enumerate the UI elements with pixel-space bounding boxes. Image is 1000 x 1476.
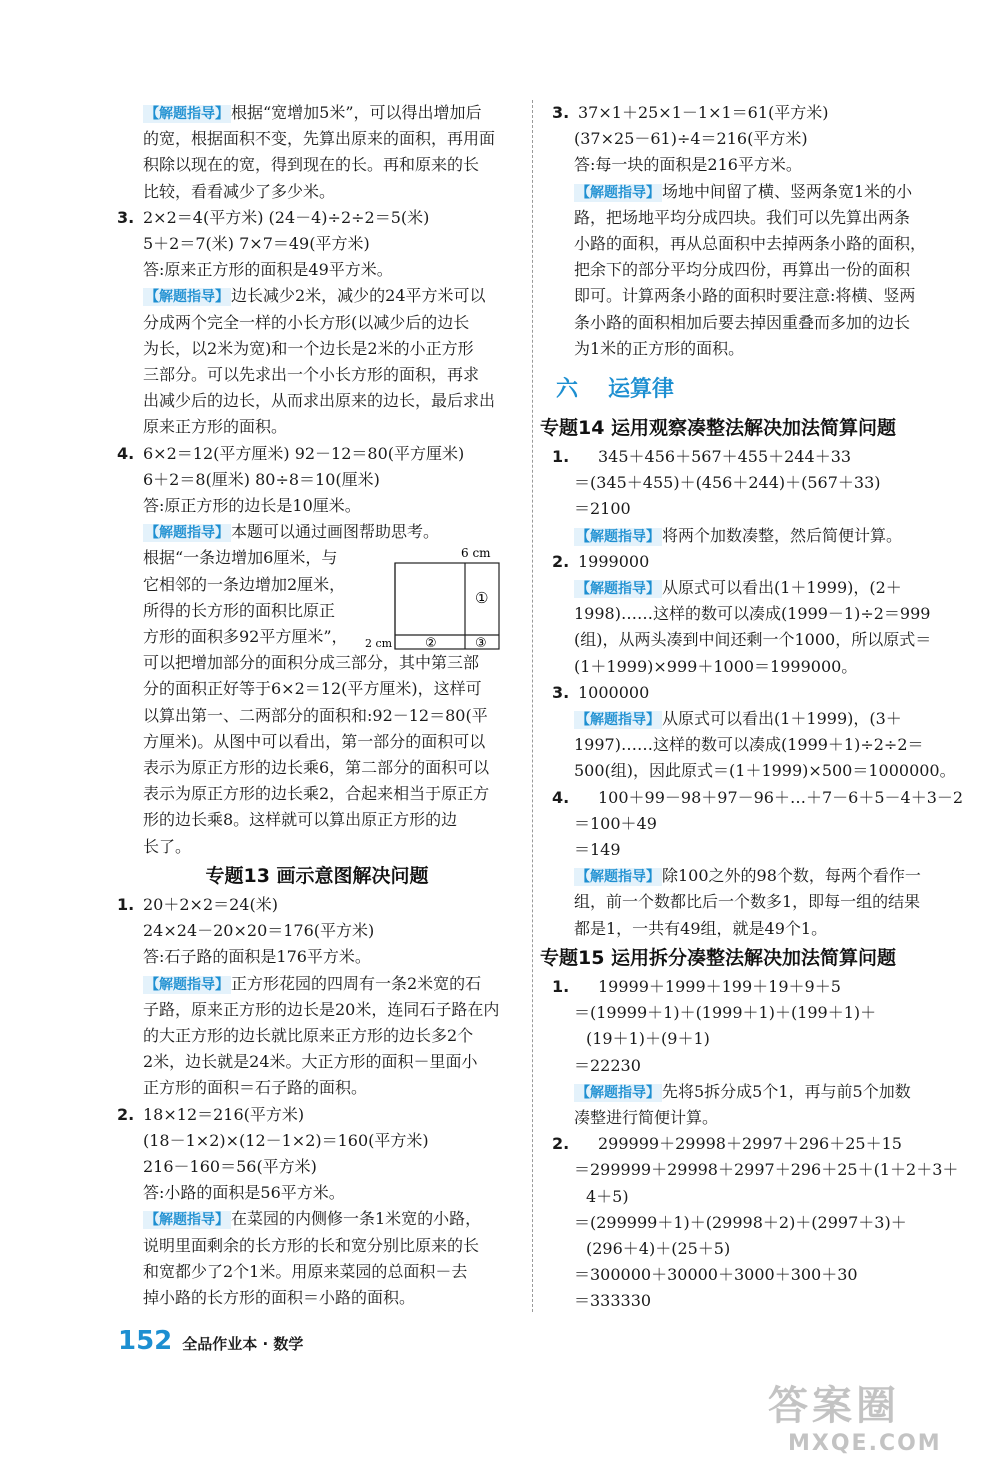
right-column: 3. 37×1＋25×1－1×1＝61(平方米) (37×25－61)÷4＝216(平方米) 答:每一块的面积是216平方米。 【解题指导】 场地中间留了横、竖两条宽1米的小 路，把场地平均分成四块。我们可以先算出两条 小路的面积，再从总面积中去掉两条小路的面积， 把余下的部分平均分成四份，再算出一份的面积 即可。计算两条小路的面积时要注意:将横、竖两 条小路的面积相加后要去掉因重叠而多加的边长 为1米的正方形的面积。 六 运算律 专题14 运用观察凑整法解决加法简算问题 1. 345＋456＋567＋455＋244＋33 ＝(345＋455)＋(456＋244)＋(567＋33) ＝2100 【解题指导】 将两个加数凑整，然后简便计算。 2. 1999000 【解题指导】 从原式可以看出(1＋1999)，(2＋ 1998)……这样的数可以凑成(1999－1)÷2＝999 (组)，从两头凑到中间还剩一个1000，所以原式＝ (1＋1999)×999＋1000＝1999000。 3. 1000000 【解题指导】 从原式可以看出(1＋1999)，(3＋ 1997)……这样的数可以凑成(1999＋1)÷2÷2＝ 500(组)，因此原式＝(1＋1999)×500＝1000000。 4. 100＋99－98＋97－96＋…＋7－6＋5－4＋3－2 ＝100＋49 ＝149 【解题指导】 除100之外的98个数，每两个看作一 组，前一个数都比后一个数多1，即每一组的结果 都是1，一共有49组，就是49个1。 专题15 运用拆分凑整法解决加法简算问题 1. 19999＋1999＋199＋19＋9＋5 ＝(19999＋1)＋(1999＋1)＋(199＋1)＋ (19＋1)＋(9＋1) ＝22230 【解题指导】 先将5拆分成5个1，再与前5个加数 凑整进行简便计算。 2. 299999＋29998＋2997＋296＋25＋15 ＝299999＋29998＋2997＋296＋25＋(1＋2＋3＋ 4＋5) ＝(299999＋1)＋(29998＋2)＋(2997＋3)＋ (296＋4)＋(25＋5) ＝300000＋30000＋3000＋300＋30 ＝333330 — [540, 100, 940, 1315]
problem-3: 3. 2×2＝4(平方米) (24－4)÷2÷2＝5(米) — [117, 207, 430, 227]
t13-problem-2: 2. 18×12＝216(平方米) — [117, 1104, 305, 1124]
region-3-label: ③ — [475, 636, 487, 652]
hint-badge: 【解题指导】 — [576, 184, 660, 201]
problem-4: 4. 6×2＝12(平方厘米) 92－12＝80(平方厘米) — [117, 443, 465, 463]
hint-badge: 【解题指导】 — [145, 525, 229, 542]
left-column: 【解题指导】 根据“宽增加5米”，可以得出增加后 的宽，根据面积不变，先算出原来的面积，再用面 积除以现在的宽，得到现在的长。再和原来的长 比较，看看减少了多少米。 3. 2×2＝4(平方米) (24－4)÷2÷2＝5(米) 5＋2＝7(米) 7×7＝49(平方米) 答:原来正方形的面积是49平方米。 【解题指导】 边长减少2米，减少的24平方米可以 分成两个完全一样的小长方形(以减少后的边长 为长，以2米为宽)和一个边长是2米的小正方形 三部分。可以先求出一个小长方形的面积，再求 出减少后的边长，从而求出原来的边长，最后求出 原来正方形的面积。 4. 6×2＝12(平方厘米) 92－12＝80(平方厘米) 6＋2＝8(厘米) 80÷8＝10(厘米) 答:原正方形的边长是10厘米。 【解题指导】 本题可以通过画图帮助思考。 根据“一条边增加6厘米，与 它相邻的一条边增加2厘米， 所得的长方形的面积比原正 方形的面积多92平方厘米”， 6 cm ① ② ③ 2 cm 可以把增加部分的面积分成三部分，其中第三部 分的面积正好等于6×2＝12(平方厘米)，这样可 以算出第一、二两部分的面积和:92－12＝80(平 方厘米)。从图中可以看出，第一部分的面积可以 表示为原正方形的边长乘6，第二部分的面积可以 表示为原正方形的边长乘2，合起来相当于原正方 形的边长乘8。这样就可以算出原正方形的边 长了。 专题13 画示意图解决问题 1. 20＋2×2＝24(米) 24×24－20×20＝176(平方米) 答:石子路的面积是176平方米。 【解题指导】 正方形花园的四周有一条2米宽的石 子路，原来正方形的边长是20米，连同石子路在内 的大正方形的边长就比原来正方形的边长多2个 2米，边长就是24米。大正方形的面积－里面小 正方形的面积＝石子路的面积。 2. 18×12＝216(平方米) (18－1×2)×(12－1×2)＝160(平方米) 216－160＝56(平方米) 答:小路的面积是56平方米。 【解题指导】 在菜园的内侧修一条1米宽的小路， 说明里面剩余的长方形的长和宽分别比原来的长 和宽都少了2个1米。用原来菜园的总面积－去 掉小路的长方形的面积＝小路的面积。 — [117, 100, 517, 1311]
hint-badge: 【解题指导】 — [576, 528, 660, 545]
section-number: 六 — [556, 377, 579, 403]
hint-badge: 【解题指导】 — [576, 581, 660, 598]
column-divider — [532, 100, 533, 1312]
hint-badge: 【解题指导】 — [576, 1084, 660, 1101]
section-title: 运算律 — [608, 377, 675, 403]
hint-block: 【解题指导】 根据“宽增加5米”，可以得出增加后 — [145, 103, 482, 122]
topic-15-heading: 专题15 运用拆分凑整法解决加法简算问题 — [540, 946, 897, 969]
area-diagram — [365, 543, 505, 653]
side-dimension-label: 2 cm — [365, 637, 393, 651]
hint-badge: 【解题指导】 — [145, 106, 229, 122]
page-number: 152 — [118, 1326, 173, 1356]
book-title: 全品作业本 · 数学 — [182, 1335, 304, 1353]
section-heading — [544, 372, 940, 408]
hint-badge: 【解题指导】 — [576, 712, 660, 729]
hint-badge: 【解题指导】 — [145, 976, 229, 993]
region-1-label: ① — [475, 589, 489, 608]
hint-badge: 【解题指导】 — [145, 1212, 229, 1229]
t13-problem-1: 1. 20＋2×2＝24(米) — [117, 894, 278, 914]
hint-badge: 【解题指导】 — [145, 289, 229, 306]
hint-badge: 【解题指导】 — [576, 869, 660, 886]
watermark-logo: 答案圈 MXQE.COM — [768, 1383, 942, 1456]
page-footer — [118, 1326, 303, 1356]
topic-14-heading: 专题14 运用观察凑整法解决加法简算问题 — [540, 417, 897, 440]
top-dimension-label: 6 cm — [461, 546, 491, 561]
r-problem-3: 3. 37×1＋25×1－1×1＝61(平方米) — [552, 103, 829, 122]
region-2-label: ② — [425, 636, 437, 652]
figure-hint: 根据“一条边增加6厘米，与 它相邻的一条边增加2厘米， 所得的长方形的面积比原正 方形的面积多92平方厘米”， 6 cm ① ② ③ 2 cm — [117, 545, 517, 650]
topic-13-heading: 专题13 画示意图解决问题 — [205, 864, 429, 887]
